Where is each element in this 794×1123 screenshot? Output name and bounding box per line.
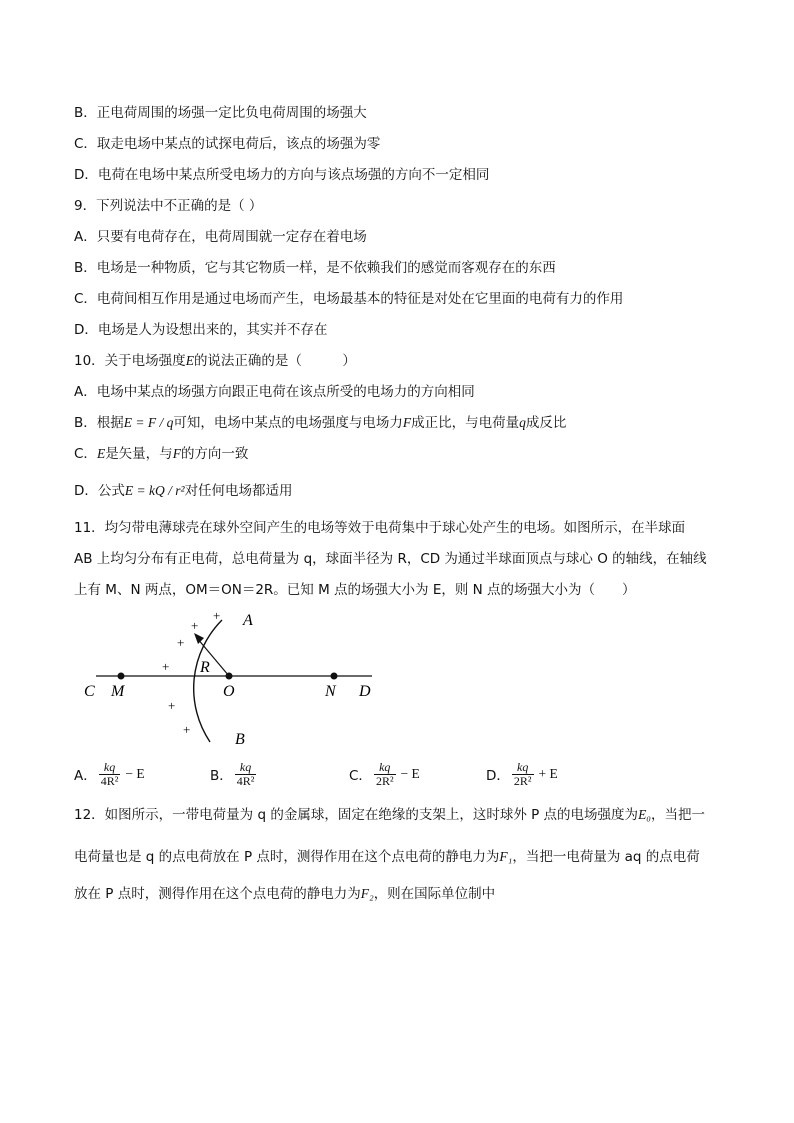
q8-option-d: D．电荷在电场中某点所受电场力的方向与该点场强的方向不一定相同 — [74, 167, 490, 183]
fraction: $\frac{kq}{\text{2R²}}$ — [513, 759, 532, 788]
q10-c-text-1: C． — [74, 446, 97, 462]
plus-sign: + — [162, 659, 170, 674]
plus-sign: + — [177, 635, 185, 650]
q12-text: ，当把一电荷量为 aq 的点电荷 — [512, 849, 700, 865]
q12-line-3 — [74, 884, 495, 904]
q10-stem-text-a: 10．关于电场强度 — [74, 353, 186, 369]
q11-option-b — [210, 760, 261, 788]
label-o: O — [223, 683, 235, 700]
point-m — [118, 673, 125, 680]
q8-option-c: C．取走电场中某点的试探电荷后，该点的场强为零 — [74, 136, 381, 152]
q10-c-symbol-f: F — [172, 446, 181, 461]
plus-sign: + — [191, 618, 199, 633]
q10-b-text-1: B．根据 — [74, 415, 124, 431]
q10-b-text-2: 可知，电场中某点的电场强度与电场力 — [173, 415, 403, 431]
q12-symbol-e0: E₀ — [638, 807, 652, 822]
q12-symbol-f1: F₁ — [499, 849, 513, 864]
q10-stem-symbol: E — [185, 353, 194, 368]
q11-option-c — [349, 760, 420, 788]
q12-text: 12．如图所示，一带电荷量为 q 的金属球，固定在绝缘的支架上，这时球外 P 点的电场强度为 — [74, 807, 639, 823]
q10-b-symbol-q: q — [519, 415, 526, 430]
q10-stem-text-b: 的说法正确的是（ ） — [193, 353, 356, 369]
q11-stem-line-2: AB 上均匀分布有正电荷，总电荷量为 q，球面半径为 R，CD 为通过半球面顶点与球心 O 的轴线，在轴线 — [74, 551, 707, 567]
q10-d-formula: E = kQ / r² — [124, 483, 185, 498]
q10-d-text-2: 对任何电场都适用 — [184, 483, 293, 499]
q10-b-text-4: 成反比 — [525, 415, 567, 431]
q11-option-a — [74, 760, 145, 788]
plus-sign: + — [183, 722, 191, 737]
label-c: C — [84, 683, 95, 700]
label-n: N — [325, 683, 336, 700]
q11-options — [74, 760, 674, 788]
q11-option-d — [486, 760, 558, 788]
option-label: D． — [486, 768, 510, 784]
option-tail: + E — [538, 766, 558, 781]
q9-option-c: C．电荷间相互作用是通过电场而产生，电场最基本的特征是对处在它里面的电荷有力的作用 — [74, 291, 624, 307]
q9-option-b: B．电场是一种物质，它与其它物质一样，是不依赖我们的感觉而客观存在的东西 — [74, 260, 556, 276]
q9-stem: 9．下列说法中不正确的是（ ） — [74, 198, 263, 214]
q12-text: 电荷量也是 q 的点电荷放在 P 点时，测得作用在这个点电荷的静电力为 — [74, 849, 500, 865]
radius-arrow-head — [194, 633, 204, 644]
q10-option-a: A．电场中某点的场强方向跟正电荷在该点所受的电场力的方向相同 — [74, 384, 475, 400]
plus-sign: + — [168, 698, 176, 713]
q10-b-symbol-f: F — [402, 415, 412, 430]
option-label: C． — [349, 768, 372, 784]
label-b: B — [235, 731, 245, 748]
option-label: A． — [74, 768, 97, 784]
q12-text: ，则在国际单位制中 — [373, 886, 496, 902]
point-n — [331, 673, 338, 680]
q12-symbol-f2: F₂ — [360, 886, 374, 901]
q12-text: 放在 P 点时，测得作用在这个点电荷的静电力为 — [74, 886, 361, 902]
label-r: R — [200, 659, 210, 676]
fraction: $\frac{kq}{\text{2R²}}$ — [375, 759, 394, 788]
q12-line-2 — [74, 847, 700, 867]
q10-d-text-1: D．公式 — [74, 483, 125, 499]
plus-sign: + — [213, 608, 221, 623]
q10-c-text-3: 的方向一致 — [180, 446, 249, 462]
q10-b-formula: E = F / q — [123, 415, 174, 430]
q12-text: ，当把一 — [651, 807, 706, 823]
q11-stem-line-3: 上有 M、N 两点，OM＝ON＝2R。已知 M 点的场强大小为 E，则 N 点的场强大小为（ ） — [74, 582, 636, 598]
label-m: M — [111, 683, 125, 700]
q9-option-d: D．电场是人为设想出来的，其实并不存在 — [74, 322, 328, 338]
q10-c-symbol-e: E — [96, 446, 106, 461]
fraction: $\frac{kq}{\text{4R²}}$ — [100, 759, 119, 788]
q9-option-a: A．只要有电荷存在，电荷周围就一定存在着电场 — [74, 229, 367, 245]
q11-stem-line-1: 11．均匀带电薄球壳在球外空间产生的电场等效于电荷集中于球心处产生的电场。如图所示，在半球面 — [74, 520, 686, 536]
q8-option-b: B．正电荷周围的场强一定比负电荷周围的场强大 — [74, 105, 367, 121]
label-d: D — [359, 683, 371, 700]
q10-c-text-2: 是矢量，与 — [105, 446, 173, 462]
q10-b-text-3: 成正比，与电荷量 — [411, 415, 520, 431]
label-a: A — [243, 612, 253, 629]
fraction: $\frac{kq}{\text{4R²}}$ — [236, 759, 255, 788]
q12-line-1 — [74, 805, 705, 825]
option-label: B． — [210, 768, 233, 784]
option-tail: − E — [400, 766, 420, 781]
option-tail: − E — [125, 766, 145, 781]
point-o — [226, 673, 233, 680]
